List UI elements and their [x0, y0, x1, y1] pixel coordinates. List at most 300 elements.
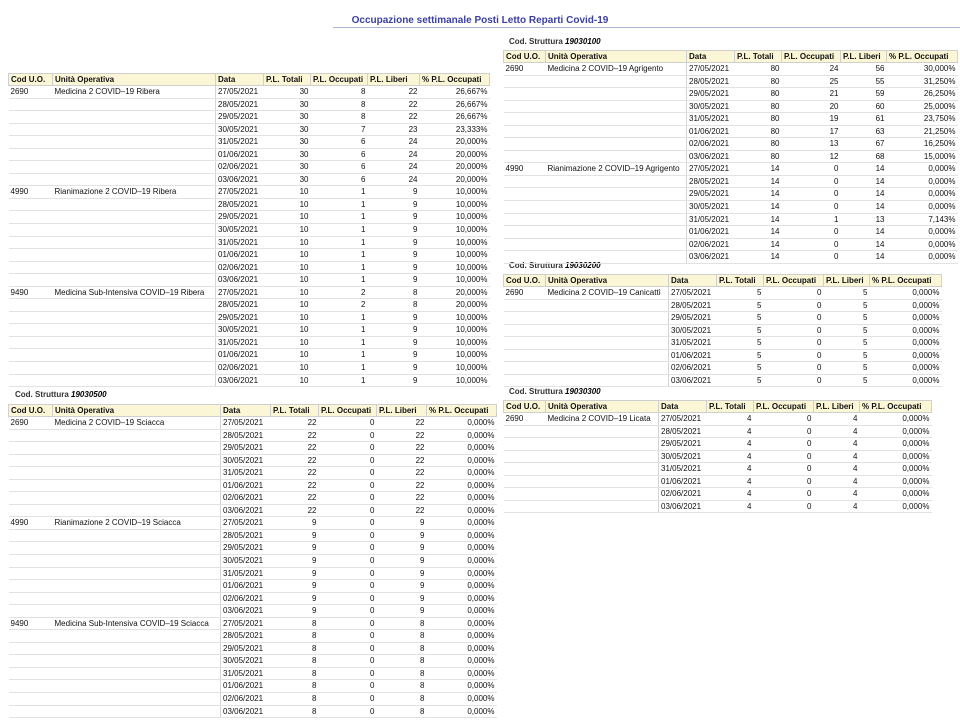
- cod-uo-cell: [9, 173, 53, 186]
- pl-free-cell: 9: [368, 336, 420, 349]
- pl-occupied-pct-cell: 0,000%: [427, 479, 497, 492]
- pl-occupied-pct-cell: 0,000%: [427, 680, 497, 693]
- cod-uo-cell: [504, 251, 546, 264]
- pl-occupied-pct-cell: 0,000%: [427, 492, 497, 505]
- pl-occupied-cell: 0: [319, 417, 377, 430]
- pl-total-cell: 30: [264, 136, 311, 149]
- table-row: [504, 88, 958, 101]
- pl-occupied-pct-cell: 31,250%: [887, 75, 958, 88]
- pl-occupied-cell: 0: [319, 454, 377, 467]
- unit-name-cell: [546, 324, 669, 337]
- column-header: Unità Operativa: [546, 275, 669, 287]
- pl-total-cell: 80: [735, 150, 782, 163]
- table-row: [504, 500, 932, 513]
- table-row: [9, 311, 490, 324]
- pl-occupied-pct-cell: 0,000%: [427, 504, 497, 517]
- date-cell: 03/06/2021: [221, 504, 271, 517]
- pl-total-cell: 5: [717, 299, 764, 312]
- pl-free-cell: 63: [841, 125, 887, 138]
- cod-uo-cell: [504, 450, 546, 463]
- cod-uo-cell: [504, 312, 546, 325]
- pl-free-cell: 9: [377, 592, 427, 605]
- pl-free-cell: 9: [368, 249, 420, 262]
- date-cell: 03/06/2021: [687, 251, 735, 264]
- table-row: [9, 592, 497, 605]
- column-header: P.L. Totali: [707, 401, 754, 413]
- unit-name-cell: [53, 429, 221, 442]
- cod-uo-cell: [504, 150, 546, 163]
- table-row: [9, 161, 490, 174]
- occupancy-table-ribera: [8, 73, 490, 387]
- occupancy-table-licata: [503, 400, 932, 513]
- pl-free-cell: 22: [377, 467, 427, 480]
- pl-free-cell: 23: [368, 123, 420, 136]
- pl-free-cell: 59: [841, 88, 887, 101]
- pl-occupied-cell: 1: [311, 198, 368, 211]
- pl-occupied-cell: 8: [311, 98, 368, 111]
- pl-occupied-pct-cell: 20,000%: [420, 136, 490, 149]
- pl-occupied-cell: 0: [782, 238, 841, 251]
- pl-free-cell: 22: [377, 417, 427, 430]
- pl-total-cell: 10: [264, 236, 311, 249]
- cod-uo-cell: [9, 580, 53, 593]
- column-header: P.L. Occupati: [311, 74, 368, 86]
- pl-total-cell: 5: [717, 362, 764, 375]
- cod-uo-cell: [504, 374, 546, 387]
- cod-uo-cell: [504, 324, 546, 337]
- pl-occupied-cell: 0: [764, 337, 824, 350]
- date-cell: 02/06/2021: [669, 362, 717, 375]
- date-cell: 30/05/2021: [216, 224, 264, 237]
- pl-total-cell: 9: [271, 542, 319, 555]
- date-cell: 27/05/2021: [221, 617, 271, 630]
- table-row: [9, 86, 490, 99]
- cod-uo-cell: [9, 324, 53, 337]
- pl-occupied-cell: 0: [319, 642, 377, 655]
- column-header: P.L. Totali: [735, 51, 782, 63]
- pl-occupied-pct-cell: 0,000%: [860, 425, 932, 438]
- pl-occupied-pct-cell: 30,000%: [887, 63, 958, 76]
- table-row: [9, 349, 490, 362]
- pl-occupied-cell: 6: [311, 173, 368, 186]
- cod-uo-cell: [504, 88, 546, 101]
- cod-uo-cell: [9, 274, 53, 287]
- cod-uo-cell: [504, 337, 546, 350]
- pl-occupied-cell: 0: [764, 349, 824, 362]
- column-header: Data: [659, 401, 707, 413]
- unit-name-cell: [53, 362, 216, 375]
- cod-uo-cell: [9, 336, 53, 349]
- pl-occupied-pct-cell: 0,000%: [427, 429, 497, 442]
- pl-occupied-pct-cell: 0,000%: [427, 467, 497, 480]
- pl-total-cell: 10: [264, 336, 311, 349]
- column-header: Cod U.O.: [504, 51, 546, 63]
- pl-total-cell: 10: [264, 249, 311, 262]
- pl-occupied-pct-cell: 10,000%: [420, 311, 490, 324]
- pl-occupied-pct-cell: 10,000%: [420, 336, 490, 349]
- pl-occupied-cell: 0: [319, 442, 377, 455]
- date-cell: 27/05/2021: [221, 417, 271, 430]
- date-cell: 28/05/2021: [216, 98, 264, 111]
- cod-uo-cell: [9, 693, 53, 706]
- cod-uo-cell: 2690: [9, 417, 53, 430]
- column-header: % P.L. Occupati: [420, 74, 490, 86]
- table-header-row: [504, 401, 932, 413]
- unit-name-cell: [53, 236, 216, 249]
- table-row: [504, 75, 958, 88]
- table-row: [9, 299, 490, 312]
- date-cell: 30/05/2021: [687, 201, 735, 214]
- table-row: [504, 213, 958, 226]
- table-row: [504, 312, 942, 325]
- cod-uo-cell: [9, 311, 53, 324]
- structure-label-prefix: Cod. Struttura: [509, 261, 563, 270]
- date-cell: 01/06/2021: [687, 226, 735, 239]
- pl-total-cell: 10: [264, 261, 311, 274]
- pl-free-cell: 14: [841, 188, 887, 201]
- table-row: [504, 450, 932, 463]
- table-row: [504, 438, 932, 451]
- pl-occupied-cell: 1: [311, 374, 368, 387]
- pl-occupied-cell: 1: [782, 213, 841, 226]
- unit-name-cell: [53, 161, 216, 174]
- column-header: Data: [221, 405, 271, 417]
- pl-total-cell: 8: [271, 693, 319, 706]
- pl-occupied-pct-cell: 0,000%: [427, 693, 497, 706]
- unit-name-cell: [546, 500, 659, 513]
- table-row: [504, 138, 958, 151]
- cod-uo-cell: [9, 224, 53, 237]
- pl-total-cell: 9: [271, 605, 319, 618]
- unit-name-cell: [546, 88, 687, 101]
- pl-free-cell: 5: [824, 374, 870, 387]
- date-cell: 01/06/2021: [216, 349, 264, 362]
- pl-total-cell: 80: [735, 63, 782, 76]
- pl-occupied-cell: 0: [764, 287, 824, 300]
- pl-occupied-pct-cell: 16,250%: [887, 138, 958, 151]
- pl-total-cell: 10: [264, 224, 311, 237]
- pl-total-cell: 4: [707, 450, 754, 463]
- pl-occupied-pct-cell: 10,000%: [420, 362, 490, 375]
- cod-uo-cell: [9, 567, 53, 580]
- structure-code: 19030300: [565, 387, 601, 396]
- pl-total-cell: 80: [735, 100, 782, 113]
- pl-occupied-pct-cell: 0,000%: [870, 362, 942, 375]
- pl-total-cell: 4: [707, 425, 754, 438]
- unit-name-cell: [53, 336, 216, 349]
- date-cell: 02/06/2021: [687, 238, 735, 251]
- pl-total-cell: 14: [735, 226, 782, 239]
- pl-free-cell: 9: [377, 567, 427, 580]
- pl-occupied-pct-cell: 0,000%: [860, 463, 932, 476]
- date-cell: 29/05/2021: [221, 442, 271, 455]
- cod-uo-cell: [9, 374, 53, 387]
- pl-occupied-cell: 8: [311, 111, 368, 124]
- date-cell: 03/06/2021: [687, 150, 735, 163]
- date-cell: 30/05/2021: [687, 100, 735, 113]
- pl-occupied-pct-cell: 0,000%: [427, 592, 497, 605]
- cod-uo-cell: [9, 249, 53, 262]
- unit-name-cell: [53, 211, 216, 224]
- date-cell: 27/05/2021: [216, 286, 264, 299]
- unit-name-cell: [546, 463, 659, 476]
- pl-occupied-cell: 0: [319, 592, 377, 605]
- pl-free-cell: 24: [368, 148, 420, 161]
- table-row: [504, 425, 932, 438]
- pl-occupied-pct-cell: 0,000%: [860, 438, 932, 451]
- pl-occupied-cell: 0: [782, 175, 841, 188]
- pl-total-cell: 14: [735, 201, 782, 214]
- table-row: [9, 198, 490, 211]
- pl-occupied-cell: 0: [754, 438, 814, 451]
- pl-occupied-pct-cell: 0,000%: [860, 413, 932, 426]
- cod-uo-cell: [504, 475, 546, 488]
- unit-name-cell: [53, 224, 216, 237]
- pl-total-cell: 9: [271, 555, 319, 568]
- cod-uo-cell: [9, 362, 53, 375]
- pl-occupied-cell: 1: [311, 362, 368, 375]
- cod-uo-cell: [504, 438, 546, 451]
- table-row: [9, 374, 490, 387]
- pl-free-cell: 55: [841, 75, 887, 88]
- cod-uo-cell: [504, 299, 546, 312]
- table-row: [9, 517, 497, 530]
- pl-occupied-cell: 17: [782, 125, 841, 138]
- pl-occupied-cell: 0: [782, 163, 841, 176]
- unit-name-cell: [53, 299, 216, 312]
- pl-total-cell: 8: [271, 680, 319, 693]
- table-row: [9, 567, 497, 580]
- table-row: [9, 286, 490, 299]
- pl-total-cell: 80: [735, 125, 782, 138]
- unit-name-cell: [53, 655, 221, 668]
- pl-free-cell: 61: [841, 113, 887, 126]
- table-row: [504, 488, 932, 501]
- unit-name-cell: [546, 438, 659, 451]
- table-row: [9, 642, 497, 655]
- pl-free-cell: 60: [841, 100, 887, 113]
- date-cell: 31/05/2021: [687, 113, 735, 126]
- pl-occupied-cell: 0: [319, 667, 377, 680]
- column-header: Cod U.O.: [9, 405, 53, 417]
- pl-free-cell: 9: [368, 311, 420, 324]
- pl-total-cell: 5: [717, 324, 764, 337]
- column-header: % P.L. Occupati: [870, 275, 942, 287]
- cod-uo-cell: [504, 488, 546, 501]
- pl-occupied-pct-cell: 7,143%: [887, 213, 958, 226]
- pl-total-cell: 8: [271, 642, 319, 655]
- cod-uo-cell: [9, 605, 53, 618]
- table-row: [9, 479, 497, 492]
- pl-free-cell: 5: [824, 324, 870, 337]
- pl-free-cell: 5: [824, 362, 870, 375]
- table-row: [504, 349, 942, 362]
- unit-name-cell: [53, 667, 221, 680]
- date-cell: 28/05/2021: [687, 175, 735, 188]
- cod-uo-cell: [504, 362, 546, 375]
- cod-uo-cell: [9, 442, 53, 455]
- date-cell: 28/05/2021: [687, 75, 735, 88]
- unit-name-cell: Medicina 2 COVID–19 Ribera: [53, 86, 216, 99]
- unit-name-cell: [546, 488, 659, 501]
- structure-label-prefix: Cod. Struttura: [509, 387, 563, 396]
- table-row: [504, 125, 958, 138]
- column-header: P.L. Occupati: [319, 405, 377, 417]
- column-header: P.L. Liberi: [368, 74, 420, 86]
- pl-total-cell: 22: [271, 442, 319, 455]
- pl-occupied-pct-cell: 0,000%: [427, 580, 497, 593]
- cod-uo-cell: 4990: [9, 517, 53, 530]
- table-row: [9, 542, 497, 555]
- unit-name-cell: [53, 630, 221, 643]
- pl-total-cell: 8: [271, 667, 319, 680]
- column-header: % P.L. Occupati: [427, 405, 497, 417]
- date-cell: 29/05/2021: [687, 88, 735, 101]
- pl-free-cell: 8: [377, 680, 427, 693]
- pl-occupied-cell: 0: [319, 655, 377, 668]
- pl-free-cell: 9: [368, 349, 420, 362]
- pl-free-cell: 9: [368, 224, 420, 237]
- pl-occupied-cell: 0: [319, 479, 377, 492]
- pl-occupied-cell: 2: [311, 286, 368, 299]
- table-row: [9, 580, 497, 593]
- pl-free-cell: 22: [377, 442, 427, 455]
- pl-occupied-cell: 0: [754, 475, 814, 488]
- pl-occupied-cell: 0: [319, 693, 377, 706]
- pl-total-cell: 4: [707, 438, 754, 451]
- pl-free-cell: 22: [377, 492, 427, 505]
- date-cell: 29/05/2021: [669, 312, 717, 325]
- structure-label-prefix: Cod. Struttura: [15, 390, 69, 399]
- date-cell: 31/05/2021: [221, 667, 271, 680]
- unit-name-cell: [546, 125, 687, 138]
- pl-occupied-cell: 0: [319, 504, 377, 517]
- column-header: Unità Operativa: [546, 401, 659, 413]
- pl-occupied-pct-cell: 0,000%: [860, 500, 932, 513]
- pl-occupied-pct-cell: 10,000%: [420, 236, 490, 249]
- column-header: P.L. Occupati: [764, 275, 824, 287]
- cod-uo-cell: 4990: [9, 186, 53, 199]
- pl-free-cell: 4: [814, 475, 860, 488]
- pl-total-cell: 14: [735, 175, 782, 188]
- pl-free-cell: 14: [841, 175, 887, 188]
- date-cell: 03/06/2021: [221, 605, 271, 618]
- pl-occupied-cell: 0: [319, 617, 377, 630]
- pl-free-cell: 5: [824, 349, 870, 362]
- unit-name-cell: [546, 213, 687, 226]
- cod-uo-cell: [9, 479, 53, 492]
- date-cell: 03/06/2021: [216, 173, 264, 186]
- pl-occupied-pct-cell: 0,000%: [427, 705, 497, 718]
- cod-uo-cell: [9, 161, 53, 174]
- table-row: [504, 475, 932, 488]
- unit-name-cell: [53, 324, 216, 337]
- pl-occupied-cell: 0: [764, 312, 824, 325]
- unit-name-cell: [546, 312, 669, 325]
- table-row: [9, 224, 490, 237]
- unit-name-cell: Medicina Sub-Intensiva COVID–19 Ribera: [53, 286, 216, 299]
- pl-occupied-pct-cell: 26,250%: [887, 88, 958, 101]
- table-row: [9, 429, 497, 442]
- pl-occupied-cell: 1: [311, 211, 368, 224]
- pl-occupied-pct-cell: 0,000%: [870, 312, 942, 325]
- pl-occupied-pct-cell: 0,000%: [860, 475, 932, 488]
- cod-uo-cell: [504, 238, 546, 251]
- pl-free-cell: 67: [841, 138, 887, 151]
- cod-uo-cell: [9, 198, 53, 211]
- pl-free-cell: 14: [841, 201, 887, 214]
- pl-occupied-cell: 1: [311, 261, 368, 274]
- pl-occupied-cell: 6: [311, 148, 368, 161]
- pl-free-cell: 4: [814, 413, 860, 426]
- pl-total-cell: 80: [735, 75, 782, 88]
- pl-free-cell: 24: [368, 161, 420, 174]
- unit-name-cell: [53, 274, 216, 287]
- pl-free-cell: 9: [377, 555, 427, 568]
- pl-occupied-pct-cell: 0,000%: [427, 542, 497, 555]
- column-header: Cod U.O.: [504, 275, 546, 287]
- date-cell: 31/05/2021: [659, 463, 707, 476]
- table-row: [504, 324, 942, 337]
- pl-occupied-cell: 0: [319, 567, 377, 580]
- date-cell: 28/05/2021: [659, 425, 707, 438]
- table-row: [9, 504, 497, 517]
- date-cell: 27/05/2021: [221, 517, 271, 530]
- pl-occupied-pct-cell: 10,000%: [420, 274, 490, 287]
- pl-occupied-cell: 0: [782, 188, 841, 201]
- pl-occupied-cell: 7: [311, 123, 368, 136]
- pl-free-cell: 4: [814, 425, 860, 438]
- pl-free-cell: 4: [814, 450, 860, 463]
- table-row: [9, 467, 497, 480]
- pl-total-cell: 80: [735, 113, 782, 126]
- pl-occupied-cell: 0: [782, 201, 841, 214]
- pl-free-cell: 8: [377, 705, 427, 718]
- pl-free-cell: 8: [377, 642, 427, 655]
- date-cell: 30/05/2021: [221, 555, 271, 568]
- table-row: [9, 417, 497, 430]
- date-cell: 02/06/2021: [221, 492, 271, 505]
- pl-occupied-cell: 1: [311, 274, 368, 287]
- column-header: Unità Operativa: [546, 51, 687, 63]
- date-cell: 30/05/2021: [216, 324, 264, 337]
- unit-name-cell: Medicina 2 COVID–19 Agrigento: [546, 63, 687, 76]
- occupancy-table-agrigento: [503, 50, 958, 264]
- unit-name-cell: [546, 475, 659, 488]
- table-row: [9, 667, 497, 680]
- cod-uo-cell: 2690: [504, 413, 546, 426]
- pl-occupied-cell: 1: [311, 336, 368, 349]
- table-row: [9, 186, 490, 199]
- occupancy-table-canicatti: [503, 274, 942, 387]
- date-cell: 31/05/2021: [221, 567, 271, 580]
- unit-name-cell: [546, 238, 687, 251]
- pl-total-cell: 8: [271, 617, 319, 630]
- table-row: [504, 175, 958, 188]
- pl-occupied-cell: 0: [319, 492, 377, 505]
- unit-name-cell: Rianimazione 2 COVID–19 Agrigento: [546, 163, 687, 176]
- table-row: [9, 529, 497, 542]
- unit-name-cell: [546, 450, 659, 463]
- pl-occupied-cell: 6: [311, 136, 368, 149]
- date-cell: 28/05/2021: [216, 198, 264, 211]
- pl-occupied-pct-cell: 21,250%: [887, 125, 958, 138]
- pl-free-cell: 9: [368, 362, 420, 375]
- pl-occupied-cell: 1: [311, 236, 368, 249]
- date-cell: 31/05/2021: [221, 467, 271, 480]
- pl-total-cell: 8: [271, 655, 319, 668]
- cod-uo-cell: 2690: [504, 63, 546, 76]
